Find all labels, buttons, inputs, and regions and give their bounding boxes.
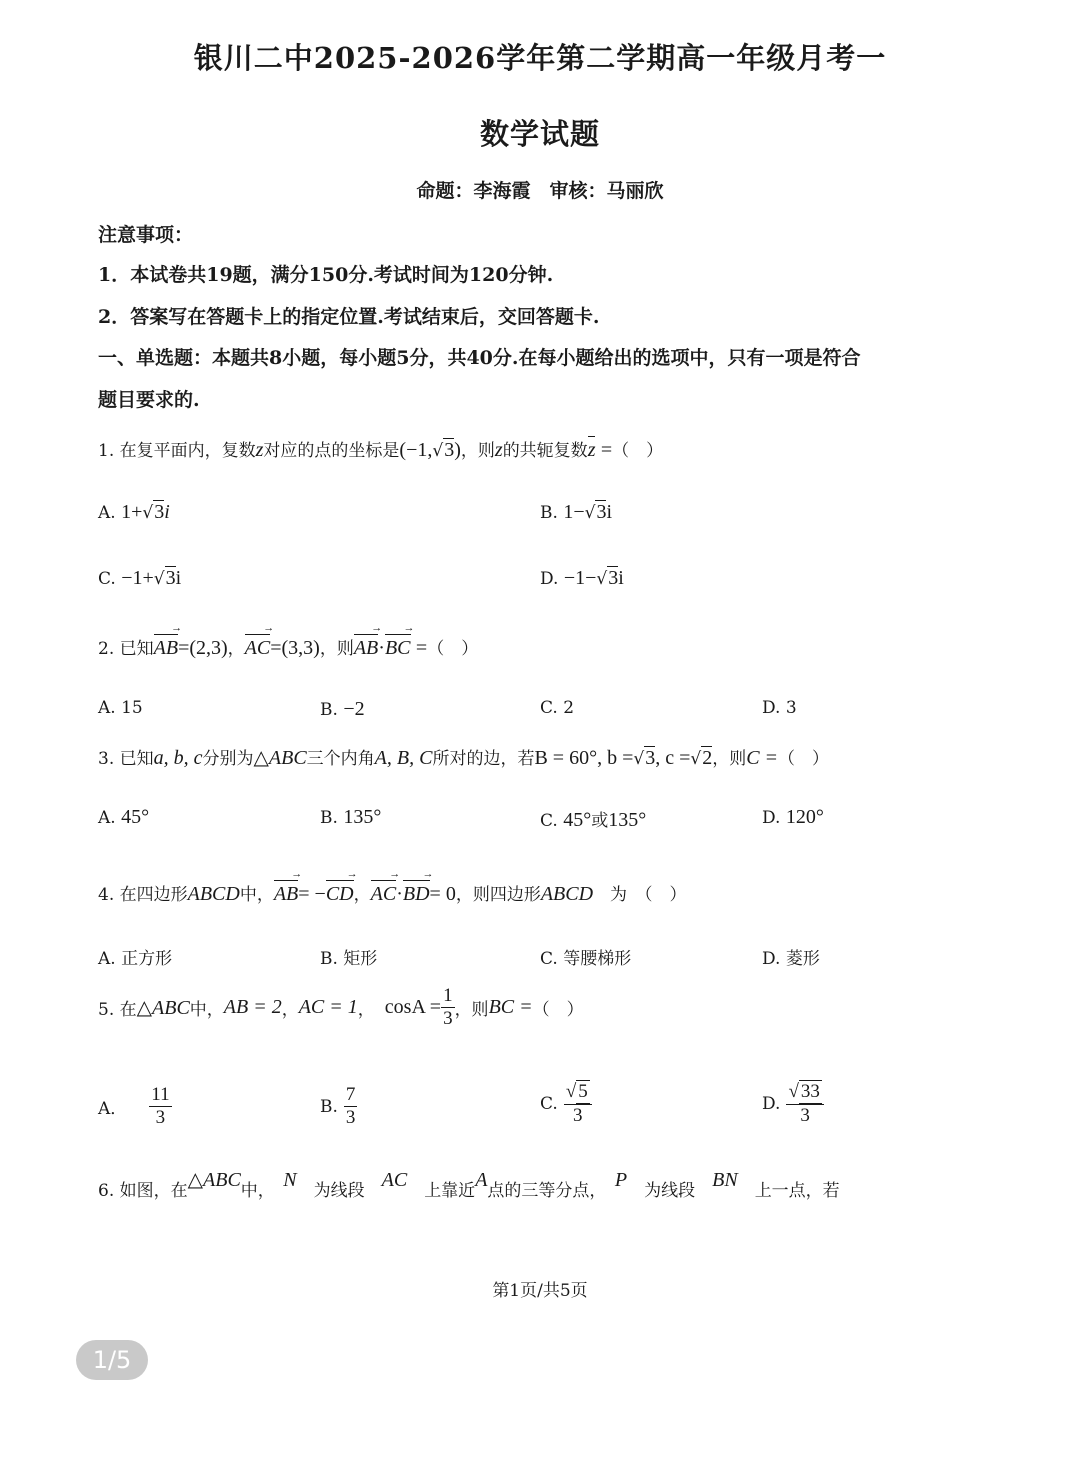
q2-option-d: D. 3: [762, 698, 797, 718]
q5-option-b: B. $\frac{7}{3}$: [320, 1084, 356, 1128]
question-6: 6. 如图，在△ABC中， N 为线段 AC 上靠近A点的三等分点， P 为线段 BN 上一点，若: [98, 1169, 840, 1201]
notice-item-2: 2．答案写在答题卡上的指定位置.考试结束后，交回答题卡.: [98, 306, 600, 328]
q4-option-b: B. 矩形: [320, 949, 378, 969]
notice-item-1: 1．本试卷共19题，满分150分.考试时间为120分钟.: [98, 264, 554, 286]
q3-option-d: D. 120°: [762, 806, 824, 828]
q3-option-c: C. 45°或135°: [540, 809, 647, 831]
q5-option-a: A． $\frac{11}{3}$: [98, 1084, 170, 1128]
question-2: 2. 已知AB →=(2,3)，AC →=(3,3)，则AB →·BC → =（ ）: [98, 634, 478, 660]
q4-option-a: A. 正方形: [98, 949, 173, 969]
exam-subtitle: 数学试题: [479, 117, 600, 151]
question-3: 3. 已知a, b, c分别为△ABC三个内角A, B, C所对的边，若B = 60°, b =√3, c =√2，则C =（ ）: [98, 747, 830, 769]
q4-option-d: D. 菱形: [762, 949, 820, 969]
q1-option-c: C. −1+√3i: [98, 567, 182, 589]
q2-option-c: C. 2: [540, 698, 575, 718]
exam-title: 银川二中2025-2026学年第二学期高一年级月考一: [193, 41, 887, 75]
question-5: 5. 在 △ABC 中， AB = 2 ， AC = 1 ， cosA = $\frac{1}{3}$ ，则 BC = （ ）: [98, 985, 584, 1029]
q2-option-b: B. −2: [320, 698, 365, 720]
page-indicator-badge[interactable]: 1/5: [76, 1340, 148, 1380]
q5-option-c: C. $\frac{√ 5}{3}$: [540, 1080, 592, 1127]
q1-option-d: D. −1−√3i: [540, 567, 624, 589]
authors-line: 命题：李海霞 审核：马丽欣: [416, 180, 664, 202]
page-number: 第1页/共5页: [492, 1281, 588, 1301]
question-1: 1. 在复平面内，复数z对应的点的坐标是(−1,√3)，则z的共轭复数z =（ ）: [98, 439, 664, 461]
q4-option-c: C. 等腰梯形: [540, 949, 632, 969]
q3-option-b: B. 135°: [320, 806, 382, 828]
section-heading-line-1: 一、单选题：本题共8小题，每小题5分，共40分.在每小题给出的选项中，只有一项是符合: [98, 347, 861, 369]
notice-heading: 注意事项：: [98, 224, 194, 246]
question-4: 4. 在四边形ABCD中，AB →= −CD →，AC →·BD →= 0，则四边形ABCD 为 （ ）: [98, 880, 687, 906]
section-heading-line-2: 题目要求的.: [98, 389, 200, 411]
q5-option-d: D. $\frac{√ 33}{3}$: [762, 1080, 824, 1127]
q3-option-a: A. 45°: [98, 806, 150, 828]
q1-option-a: A. 1+√3i: [98, 501, 170, 523]
q1-option-b: B. 1−√3i: [540, 501, 612, 523]
q2-option-a: A. 15: [98, 698, 143, 718]
